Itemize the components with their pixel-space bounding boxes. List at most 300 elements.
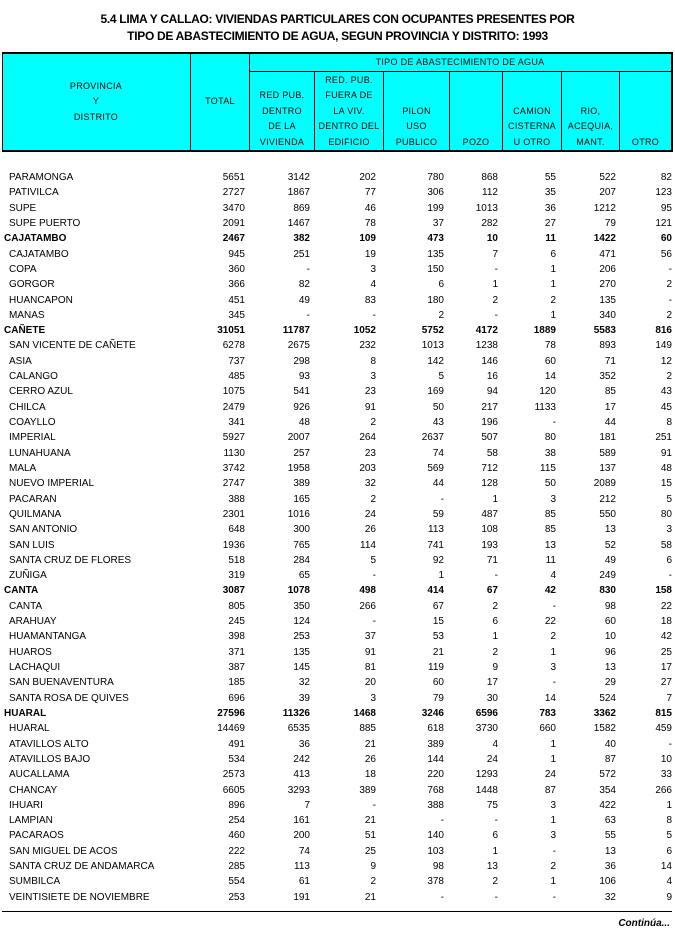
cell-total: 5927 xyxy=(222,432,245,444)
cell-otro: 22 xyxy=(660,600,672,612)
district-row xyxy=(0,507,675,522)
cell-pilon: 6 xyxy=(438,279,444,291)
cell-camion-cisterna: 120 xyxy=(539,386,556,398)
district-name: LUNAHUANA xyxy=(9,447,71,459)
cell-red-pub-fuera: 2 xyxy=(370,417,376,428)
cell-pozo: 2 xyxy=(492,876,498,888)
cell-total: 485 xyxy=(228,371,245,383)
cell-pozo: 128 xyxy=(481,478,498,490)
district-name: SAN BUENAVENTURA xyxy=(9,677,114,689)
cell-pozo: 2 xyxy=(492,294,498,306)
district-name: QUILMANA xyxy=(9,508,62,520)
cell-red-pub-fuera: 389 xyxy=(359,784,376,796)
cell-camion-cisterna: 50 xyxy=(544,478,556,490)
cell-red-pub-fuera: 26 xyxy=(364,524,376,536)
cell-rio-acequia: 206 xyxy=(599,263,616,275)
cell-camion-cisterna: - xyxy=(552,845,556,857)
cell-pilon: 79 xyxy=(432,692,444,704)
cell-pilon: 1 xyxy=(438,570,444,582)
cell-pozo: 1 xyxy=(492,845,498,857)
cell-red-pub-dentro: 11787 xyxy=(282,325,310,337)
cell-camion-cisterna: 1889 xyxy=(533,325,556,337)
cell-camion-cisterna: 27 xyxy=(544,217,556,229)
cell-total: 648 xyxy=(228,524,245,536)
header-red-pub-fuera: RED. PUB. FUERA DE LA VIV. DENTRO DEL EDIFICIO xyxy=(318,74,380,147)
cell-total: 366 xyxy=(228,279,245,291)
district-name: HUARAL xyxy=(9,723,50,735)
cell-pozo: 6 xyxy=(492,616,498,628)
cell-camion-cisterna: - xyxy=(552,417,556,428)
cell-red-pub-fuera: 109 xyxy=(359,233,376,245)
district-name: SUPE xyxy=(9,202,37,214)
cell-pilon: 50 xyxy=(432,401,444,413)
cell-pilon: 768 xyxy=(427,784,444,796)
cell-pozo: 58 xyxy=(486,447,498,459)
cell-otro: 816 xyxy=(655,325,672,337)
cell-red-pub-fuera: 3 xyxy=(370,371,376,383)
cell-pozo: 1448 xyxy=(475,784,498,796)
cell-total: 1130 xyxy=(223,447,245,459)
district-name: SAN MIGUEL DE ACOS xyxy=(9,845,118,857)
district-name: CALANGO xyxy=(9,371,58,383)
cell-total: 696 xyxy=(228,692,245,704)
cell-camion-cisterna: 85 xyxy=(544,524,556,536)
cell-total: 222 xyxy=(228,845,245,857)
cell-total: 896 xyxy=(228,799,245,811)
district-name: IHUARI xyxy=(9,799,43,811)
cell-red-pub-fuera: 78 xyxy=(364,217,376,229)
cell-red-pub-fuera: - xyxy=(372,309,376,321)
cell-total: 388 xyxy=(228,493,245,505)
cell-pilon: 1013 xyxy=(421,340,444,352)
cell-otro: 14 xyxy=(660,861,672,873)
cell-pilon: 44 xyxy=(432,478,444,490)
district-name: PARAMONGA xyxy=(9,172,74,183)
header-camion-cisterna: CAMION CISTERNA U OTRO xyxy=(508,105,556,147)
cell-red-pub-dentro: 413 xyxy=(293,769,310,781)
district-row xyxy=(0,247,675,262)
cell-otro: 58 xyxy=(660,539,672,551)
cell-total: 245 xyxy=(228,616,245,628)
header-total: TOTAL xyxy=(205,96,235,107)
district-name: SUMBILCA xyxy=(9,876,61,888)
cell-pozo: 108 xyxy=(481,524,498,536)
cell-pilon: 618 xyxy=(427,723,444,735)
cell-red-pub-fuera: 2 xyxy=(370,493,376,505)
district-name: HUAMANTANGA xyxy=(9,631,87,643)
cell-rio-acequia: 60 xyxy=(604,616,616,628)
district-row xyxy=(0,369,675,384)
cell-camion-cisterna: 1133 xyxy=(534,401,556,413)
cell-pozo: 2 xyxy=(492,646,498,658)
cell-red-pub-dentro: 3142 xyxy=(287,172,310,183)
province-name: CAJATAMBO xyxy=(4,233,67,245)
cell-red-pub-fuera: 18 xyxy=(364,769,376,781)
cell-otro: 2 xyxy=(666,309,672,321)
cell-pozo: - xyxy=(494,815,498,827)
cell-pilon: - xyxy=(440,815,444,827)
cell-total: 2301 xyxy=(222,508,245,520)
cell-total: 345 xyxy=(228,309,245,321)
cell-pilon: 98 xyxy=(432,861,444,873)
district-row xyxy=(0,629,675,644)
district-name: CANTA xyxy=(9,600,43,612)
cell-red-pub-dentro: 65 xyxy=(298,570,310,582)
district-name: COPA xyxy=(9,263,37,275)
cell-pilon: 92 xyxy=(432,554,444,566)
cell-pozo: 16 xyxy=(486,371,498,383)
cell-otro: - xyxy=(668,263,672,275)
cell-otro: 33 xyxy=(660,769,672,781)
cell-red-pub-dentro: 1958 xyxy=(287,462,310,474)
cell-red-pub-dentro: 7 xyxy=(304,799,310,811)
cell-red-pub-fuera: 37 xyxy=(364,631,376,643)
cell-pilon: 199 xyxy=(427,202,444,214)
district-row xyxy=(0,783,675,798)
cell-red-pub-fuera: 21 xyxy=(364,738,376,750)
district-name: CHANCAY xyxy=(9,784,58,796)
header-red-pub-dentro: RED PUB. DENTRO DE LA VIVIENDA xyxy=(259,90,305,147)
cell-pozo: 67 xyxy=(486,585,498,597)
table-body xyxy=(0,170,675,905)
cell-rio-acequia: 52 xyxy=(604,539,616,551)
cell-total: 534 xyxy=(228,753,245,765)
cell-rio-acequia: 181 xyxy=(599,432,616,444)
cell-pilon: 378 xyxy=(427,876,444,888)
cell-camion-cisterna: 55 xyxy=(544,172,556,183)
district-row xyxy=(0,522,675,537)
cell-camion-cisterna: 1 xyxy=(550,263,556,275)
district-name: SANTA CRUZ DE ANDAMARCA xyxy=(9,861,155,873)
cell-pilon: - xyxy=(440,493,444,505)
cell-red-pub-fuera: 21 xyxy=(364,815,376,827)
cell-camion-cisterna: 2 xyxy=(550,631,556,643)
cell-red-pub-dentro: 350 xyxy=(293,600,310,612)
cell-pozo: 712 xyxy=(481,462,498,474)
table-title-line-1: 5.4 LIMA Y CALLAO: VIVIENDAS PARTICULARES CON OCUPANTES PRESENTES POR xyxy=(100,12,575,26)
district-name: PACARAN xyxy=(9,493,57,505)
district-name: SANTA ROSA DE QUIVES xyxy=(9,692,129,704)
cell-camion-cisterna: 2 xyxy=(550,294,556,306)
cell-pilon: 140 xyxy=(427,830,444,842)
cell-total: 319 xyxy=(228,570,245,582)
cell-red-pub-fuera: 202 xyxy=(359,172,376,183)
cell-rio-acequia: 29 xyxy=(604,677,616,689)
cell-camion-cisterna: 3 xyxy=(550,830,556,842)
cell-otro: 82 xyxy=(660,172,672,183)
cell-total: 805 xyxy=(228,600,245,612)
cell-red-pub-dentro: 242 xyxy=(293,753,310,765)
cell-otro: 4 xyxy=(666,876,672,888)
cell-total: 3087 xyxy=(222,585,245,597)
cell-rio-acequia: 572 xyxy=(599,769,616,781)
cell-red-pub-fuera: 23 xyxy=(364,386,376,398)
cell-pilon: 113 xyxy=(428,524,444,536)
cell-camion-cisterna: 1 xyxy=(550,815,556,827)
cell-otro: 43 xyxy=(660,386,672,398)
district-row xyxy=(0,308,675,323)
cell-red-pub-dentro: 1078 xyxy=(287,585,310,597)
cell-pozo: 196 xyxy=(481,417,498,428)
cell-pozo: 6 xyxy=(492,830,498,842)
cell-red-pub-fuera: 2 xyxy=(370,876,376,888)
district-name: HUANCAPON xyxy=(9,294,73,306)
cell-camion-cisterna: 3 xyxy=(550,799,556,811)
cell-red-pub-fuera: 46 xyxy=(364,202,376,214)
cell-red-pub-dentro: 39 xyxy=(298,692,310,704)
cell-pozo: 193 xyxy=(481,539,498,551)
cell-otro: 48 xyxy=(660,462,672,474)
cell-red-pub-fuera: 498 xyxy=(359,585,376,597)
table-bottom-rule xyxy=(2,911,672,912)
header-provincia-distrito: PROVINCIA Y DISTRITO xyxy=(69,80,123,122)
cell-red-pub-fuera: 83 xyxy=(364,294,376,306)
district-row xyxy=(0,216,675,231)
cell-rio-acequia: 137 xyxy=(599,462,616,474)
cell-pilon: 473 xyxy=(427,233,444,245)
district-row xyxy=(0,492,675,507)
district-row xyxy=(0,767,675,782)
cell-red-pub-fuera: 5 xyxy=(370,554,376,566)
cell-pozo: 1 xyxy=(492,279,498,291)
cell-red-pub-fuera: 91 xyxy=(364,646,376,658)
cell-otro: 80 xyxy=(660,508,672,520)
cell-red-pub-dentro: 93 xyxy=(298,371,310,383)
district-row xyxy=(0,568,675,583)
cell-camion-cisterna: 1 xyxy=(550,738,556,750)
cell-pilon: 780 xyxy=(427,172,444,183)
cell-otro: 149 xyxy=(655,340,672,352)
cell-rio-acequia: 10 xyxy=(604,631,616,643)
cell-otro: 251 xyxy=(655,432,672,444)
cell-otro: 815 xyxy=(655,707,672,719)
cell-camion-cisterna: 14 xyxy=(544,692,556,704)
cell-red-pub-dentro: 113 xyxy=(294,861,310,873)
cell-total: 14469 xyxy=(217,723,245,735)
district-name: ARAHUAY xyxy=(9,616,57,628)
cell-red-pub-dentro: 200 xyxy=(293,830,310,842)
cell-red-pub-fuera: 91 xyxy=(364,401,376,413)
cell-red-pub-fuera: 19 xyxy=(364,248,376,260)
district-name: COAYLLO xyxy=(9,417,56,428)
cell-rio-acequia: 13 xyxy=(604,662,616,673)
cell-pilon: 21 xyxy=(432,646,444,658)
cell-total: 387 xyxy=(228,662,245,673)
cell-otro: 45 xyxy=(660,401,672,413)
cell-otro: 25 xyxy=(660,646,672,658)
cell-total: 491 xyxy=(228,738,245,750)
district-row xyxy=(0,645,675,660)
cell-camion-cisterna: 6 xyxy=(550,248,556,260)
province-name: HUARAL xyxy=(4,707,47,719)
district-row xyxy=(0,415,675,430)
cell-pozo: 217 xyxy=(481,401,498,413)
cell-red-pub-fuera: 23 xyxy=(364,447,376,459)
cell-rio-acequia: 79 xyxy=(604,217,616,229)
cell-camion-cisterna: 85 xyxy=(544,508,556,520)
district-row xyxy=(0,675,675,690)
cell-otro: 6 xyxy=(666,554,672,566)
cell-rio-acequia: 63 xyxy=(604,815,616,827)
district-row xyxy=(0,691,675,706)
cell-rio-acequia: 13 xyxy=(604,524,616,536)
district-row xyxy=(0,874,675,889)
cell-pozo: 9 xyxy=(492,662,498,673)
cell-total: 360 xyxy=(228,263,245,275)
cell-pozo: 3730 xyxy=(475,723,498,735)
cell-total: 518 xyxy=(228,554,245,566)
cell-otro: 3 xyxy=(666,524,672,536)
cell-total: 5651 xyxy=(222,172,245,183)
cell-pilon: 220 xyxy=(427,769,444,781)
cell-red-pub-dentro: 124 xyxy=(293,616,310,628)
district-name: VEINTISIETE DE NOVIEMBRE xyxy=(9,891,150,903)
cell-pozo: 112 xyxy=(482,187,498,199)
cell-camion-cisterna: 2 xyxy=(550,861,556,873)
cell-pozo: 1293 xyxy=(475,769,498,781)
cell-rio-acequia: 422 xyxy=(599,799,616,811)
cell-otro: 7 xyxy=(666,692,672,704)
cell-red-pub-dentro: 2007 xyxy=(287,432,310,444)
cell-total: 6278 xyxy=(222,340,245,352)
cell-red-pub-fuera: 3 xyxy=(370,692,376,704)
cell-red-pub-dentro: 2675 xyxy=(287,340,310,352)
cell-red-pub-fuera: 1052 xyxy=(353,325,376,337)
district-row xyxy=(0,430,675,445)
cell-pilon: 306 xyxy=(427,187,444,199)
cell-pilon: 144 xyxy=(427,753,444,765)
cell-rio-acequia: 17 xyxy=(604,401,616,413)
cell-rio-acequia: 96 xyxy=(604,646,616,658)
cell-pilon: 67 xyxy=(432,600,444,612)
district-row xyxy=(0,614,675,629)
district-row xyxy=(0,752,675,767)
cell-red-pub-dentro: - xyxy=(306,309,310,321)
cell-rio-acequia: 55 xyxy=(604,830,616,842)
cell-red-pub-dentro: 251 xyxy=(293,248,310,260)
cell-otro: 266 xyxy=(655,784,672,796)
cell-total: 253 xyxy=(228,891,245,903)
cell-red-pub-fuera: 1468 xyxy=(353,707,376,719)
cell-camion-cisterna: 1 xyxy=(550,646,556,658)
cell-pilon: 15 xyxy=(432,616,444,628)
cell-rio-acequia: 550 xyxy=(599,508,616,520)
cell-camion-cisterna: 1 xyxy=(550,309,556,321)
cell-pozo: 1 xyxy=(492,493,498,505)
cell-otro: 2 xyxy=(666,279,672,291)
cell-camion-cisterna: 87 xyxy=(544,784,556,796)
cell-otro: 17 xyxy=(660,662,672,673)
cell-total: 341 xyxy=(228,417,245,428)
cell-pozo: - xyxy=(494,263,498,275)
cell-total: 398 xyxy=(228,631,245,643)
cell-rio-acequia: 40 xyxy=(604,738,616,750)
cell-otro: - xyxy=(668,570,672,582)
district-name: HUAROS xyxy=(9,646,52,658)
cell-camion-cisterna: 3 xyxy=(550,493,556,505)
cell-camion-cisterna: 42 xyxy=(544,585,556,597)
cell-total: 945 xyxy=(228,248,245,260)
cell-otro: 121 xyxy=(655,217,672,229)
cell-otro: 123 xyxy=(655,187,672,199)
cell-red-pub-dentro: 382 xyxy=(293,233,310,245)
cell-camion-cisterna: 14 xyxy=(544,371,556,383)
cell-total: 2747 xyxy=(222,478,245,490)
cell-red-pub-fuera: 203 xyxy=(359,462,376,474)
cell-rio-acequia: 524 xyxy=(599,692,616,704)
cell-red-pub-dentro: 869 xyxy=(293,202,310,214)
cell-rio-acequia: 1422 xyxy=(593,233,616,245)
cell-pozo: 6596 xyxy=(475,707,498,719)
district-row xyxy=(0,293,675,308)
cell-red-pub-fuera: 264 xyxy=(359,432,376,444)
cell-red-pub-dentro: 1867 xyxy=(287,187,310,199)
cell-otro: 95 xyxy=(660,202,672,214)
cell-red-pub-fuera: 32 xyxy=(364,478,376,490)
cell-rio-acequia: 1582 xyxy=(593,723,616,735)
province-name: CAÑETE xyxy=(4,325,46,337)
cell-red-pub-dentro: 541 xyxy=(293,386,310,398)
district-name: GORGOR xyxy=(9,279,55,291)
district-row xyxy=(0,553,675,568)
table-title-line-2: TIPO DE ABASTECIMIENTO DE AGUA, SEGUN PROVINCIA Y DISTRITO: 1993 xyxy=(127,29,548,43)
cell-rio-acequia: 1212 xyxy=(593,202,616,214)
cell-rio-acequia: 354 xyxy=(599,784,616,796)
cell-otro: 27 xyxy=(660,677,672,689)
district-row xyxy=(0,262,675,277)
cell-pozo: 4 xyxy=(492,738,498,750)
district-name: PATIVILCA xyxy=(9,187,59,199)
cell-camion-cisterna: 11 xyxy=(545,554,556,566)
cell-red-pub-dentro: 253 xyxy=(293,631,310,643)
cell-pozo: 487 xyxy=(481,508,498,520)
district-row xyxy=(0,737,675,752)
cell-pilon: 43 xyxy=(432,417,444,428)
cell-pilon: - xyxy=(440,891,444,903)
district-row xyxy=(0,660,675,675)
cell-camion-cisterna: 78 xyxy=(544,340,556,352)
cell-pozo: 868 xyxy=(481,172,498,183)
cell-red-pub-fuera: 9 xyxy=(370,861,376,873)
province-row xyxy=(0,323,675,338)
cell-camion-cisterna: 3 xyxy=(550,662,556,673)
cell-pilon: 741 xyxy=(427,539,444,551)
cell-red-pub-dentro: 74 xyxy=(298,845,310,857)
cell-red-pub-fuera: 232 xyxy=(359,340,376,352)
cell-camion-cisterna: 80 xyxy=(544,432,556,444)
cell-rio-acequia: 36 xyxy=(604,861,616,873)
cell-total: 1075 xyxy=(222,386,245,398)
cell-red-pub-dentro: 298 xyxy=(293,355,310,367)
cell-red-pub-dentro: 1467 xyxy=(287,217,310,229)
cell-otro: 2 xyxy=(666,371,672,383)
cell-pilon: 5 xyxy=(438,371,444,383)
cell-red-pub-dentro: - xyxy=(306,263,310,275)
cell-rio-acequia: 212 xyxy=(599,493,616,505)
district-name: MALA xyxy=(9,462,37,474)
cell-camion-cisterna: 11 xyxy=(545,233,556,245)
cell-rio-acequia: 5583 xyxy=(593,325,616,337)
cell-pilon: 103 xyxy=(427,845,444,857)
cell-otro: 6 xyxy=(666,845,672,857)
cell-camion-cisterna: 783 xyxy=(539,707,556,719)
district-row xyxy=(0,338,675,353)
district-name: NUEVO IMPERIAL xyxy=(9,478,95,490)
district-name: ATAVILLOS BAJO xyxy=(9,753,91,765)
cell-pilon: 388 xyxy=(427,799,444,811)
cell-rio-acequia: 340 xyxy=(599,309,616,321)
cell-red-pub-fuera: 25 xyxy=(364,845,376,857)
